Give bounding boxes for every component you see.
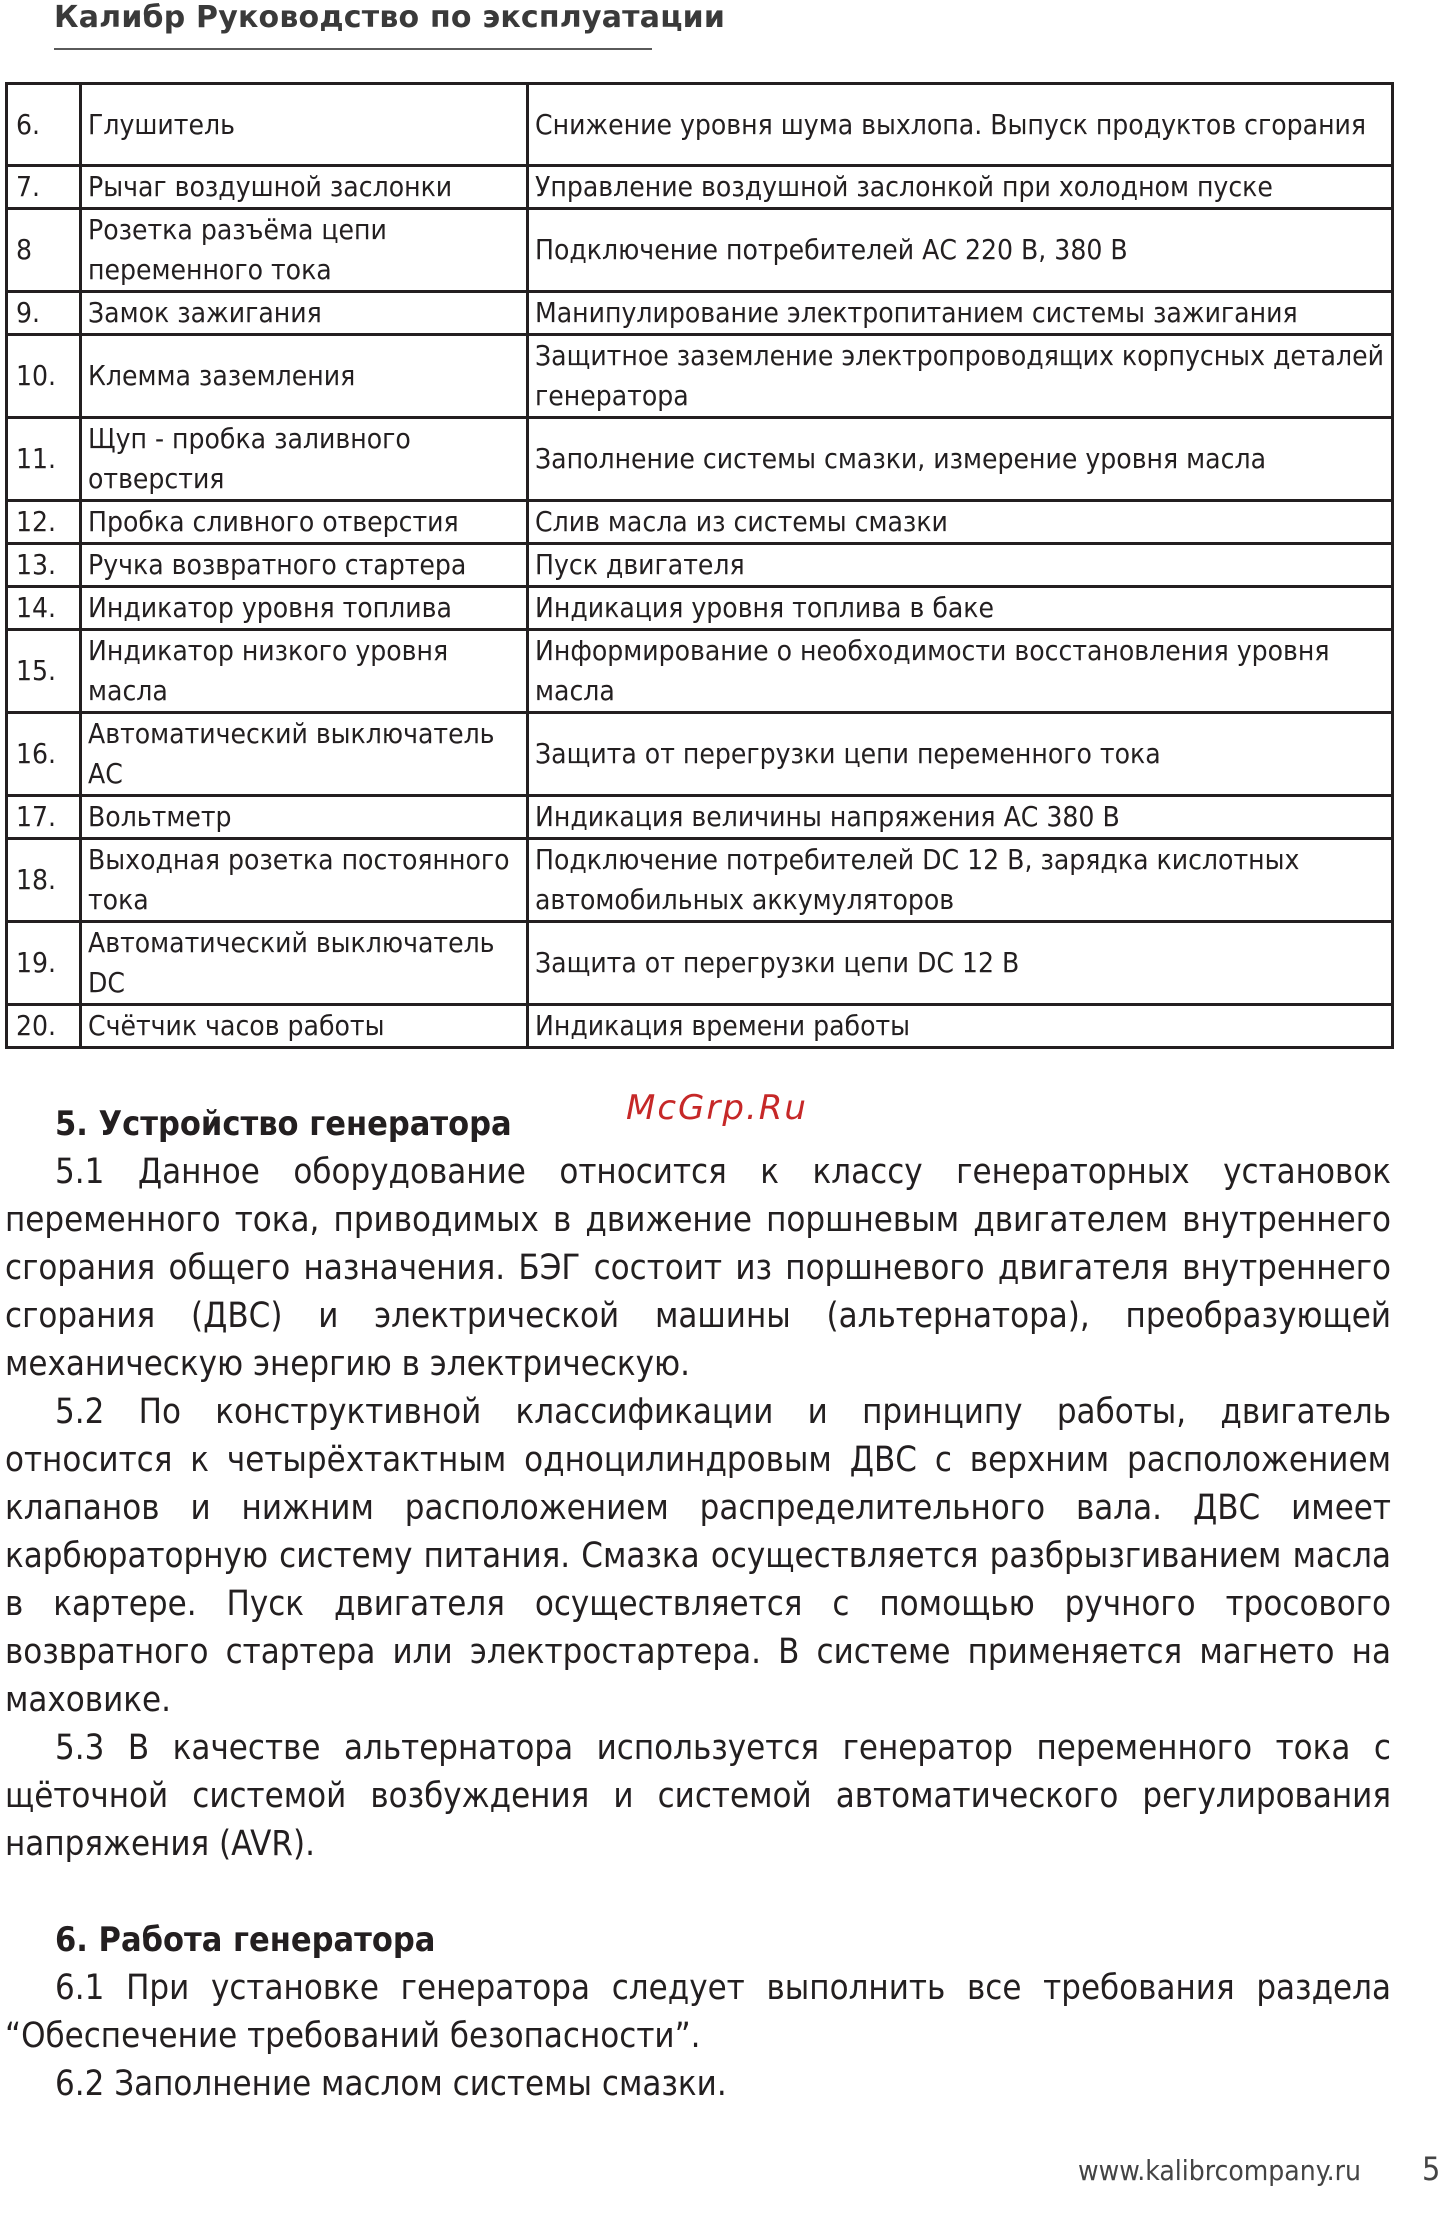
- part-description: Индикация величины напряжения АС 380 В: [528, 796, 1393, 839]
- part-name: Замок зажигания: [81, 292, 528, 335]
- paragraph-5-2: 5.2 По конструктивной классификации и принципу работы, двигатель относится к четырёхтактным одноцилиндровым ДВС с верхним расположением клапанов и нижним расположением распределительного вала. ДВС имеет карбюраторную систему питания. Смазка осуществляется разбрызгиванием масла в картере. Пуск двигателя осуществляется с помощью ручного тросового возвратного стартера или электростартера. В системе применяется магнето на маховике.: [5, 1392, 1391, 1720]
- table-row: [7, 713, 1393, 796]
- part-description: Информирование о необходимости восстановления уровня масла: [528, 630, 1393, 713]
- section-5-heading: 5. Устройство генератора: [55, 1104, 512, 1144]
- part-description: Индикация времени работы: [528, 1005, 1393, 1048]
- table-row: [7, 922, 1393, 1005]
- part-description: Подключение потребителей АС 220 В, 380 В: [528, 209, 1393, 292]
- section-gap: [5, 1868, 1391, 1916]
- parts-table: [5, 82, 1394, 1049]
- part-name: Рычаг воздушной заслонки: [81, 166, 528, 209]
- part-description: Защита от перегрузки цепи переменного тока: [528, 713, 1393, 796]
- table-row: [7, 166, 1393, 209]
- part-description: Заполнение системы смазки, измерение уровня масла: [528, 418, 1393, 501]
- row-number: 9.: [7, 292, 81, 335]
- table-row: [7, 839, 1393, 922]
- part-name: Пробка сливного отверстия: [81, 501, 528, 544]
- row-number: 13.: [7, 544, 81, 587]
- part-description: Защита от перегрузки цепи DC 12 В: [528, 922, 1393, 1005]
- table-row: [7, 292, 1393, 335]
- row-number: 7.: [7, 166, 81, 209]
- part-description: Индикация уровня топлива в баке: [528, 587, 1393, 630]
- paragraph-6-1: 6.1 При установке генератора следует выполнить все требования раздела “Обеспечение требований безопасности”.: [5, 1968, 1391, 2056]
- row-number: 12.: [7, 501, 81, 544]
- row-number: 11.: [7, 418, 81, 501]
- part-name: Счётчик часов работы: [81, 1005, 528, 1048]
- body-text: [5, 1100, 1391, 2108]
- table-row: [7, 544, 1393, 587]
- part-name: Автоматический выключатель DC: [81, 922, 528, 1005]
- page-header-title: Калибр Руководство по эксплуатации: [54, 0, 726, 35]
- row-number: 18.: [7, 839, 81, 922]
- watermark: McGrp.Ru: [626, 1088, 808, 1128]
- row-number: 19.: [7, 922, 81, 1005]
- row-number: 6.: [7, 84, 81, 166]
- part-name: Выходная розетка постоянного тока: [81, 839, 528, 922]
- part-description: Манипулирование электропитанием системы зажигания: [528, 292, 1393, 335]
- part-description: Подключение потребителей DC 12 В, зарядка кислотных автомобильных аккумуляторов: [528, 839, 1393, 922]
- part-name: Автоматический выключатель АС: [81, 713, 528, 796]
- part-name: Индикатор уровня топлива: [81, 587, 528, 630]
- paragraph-5-1: 5.1 Данное оборудование относится к классу генераторных установок переменного тока, приводимых в движение поршневым двигателем внутреннего сгорания общего назначения. БЭГ состоит из поршневого двигателя внутреннего сгорания (ДВС) и электрической машины (альтернатора), преобразующей механическую энергию в электрическую.: [5, 1152, 1391, 1384]
- table-row: [7, 587, 1393, 630]
- row-number: 15.: [7, 630, 81, 713]
- table-row: [7, 796, 1393, 839]
- footer-url: www.kalibrcompany.ru: [1078, 2154, 1361, 2187]
- table-row: [7, 630, 1393, 713]
- table-row: [7, 209, 1393, 292]
- part-name: Ручка возвратного стартера: [81, 544, 528, 587]
- table-row: [7, 84, 1393, 166]
- part-name: Индикатор низкого уровня масла: [81, 630, 528, 713]
- row-number: 14.: [7, 587, 81, 630]
- header-rule: [54, 48, 652, 50]
- row-number: 16.: [7, 713, 81, 796]
- part-description: Защитное заземление электропроводящих корпусных деталей генератора: [528, 335, 1393, 418]
- part-name: Щуп - пробка заливного отверстия: [81, 418, 528, 501]
- row-number: 10.: [7, 335, 81, 418]
- part-name: Клемма заземления: [81, 335, 528, 418]
- part-description: Пуск двигателя: [528, 544, 1393, 587]
- row-number: 20.: [7, 1005, 81, 1048]
- paragraph-6-2: 6.2 Заполнение маслом системы смазки.: [55, 2064, 727, 2104]
- table-row: [7, 335, 1393, 418]
- part-name: Вольтметр: [81, 796, 528, 839]
- part-name: Глушитель: [81, 84, 528, 166]
- part-description: Снижение уровня шума выхлопа. Выпуск продуктов сгорания: [528, 84, 1393, 166]
- table-row: [7, 1005, 1393, 1048]
- section-6-heading: 6. Работа генератора: [55, 1920, 436, 1960]
- table-row: [7, 418, 1393, 501]
- page-number: 5: [1422, 2150, 1441, 2188]
- part-description: Управление воздушной заслонкой при холодном пуске: [528, 166, 1393, 209]
- table-row: [7, 501, 1393, 544]
- part-description: Слив масла из системы смазки: [528, 501, 1393, 544]
- row-number: 17.: [7, 796, 81, 839]
- part-name: Розетка разъёма цепи переменного тока: [81, 209, 528, 292]
- paragraph-5-3: 5.3 В качестве альтернатора используется генератор переменного тока с щёточной системой возбуждения и системой автоматического регулирования напряжения (AVR).: [5, 1728, 1391, 1864]
- row-number: 8: [7, 209, 81, 292]
